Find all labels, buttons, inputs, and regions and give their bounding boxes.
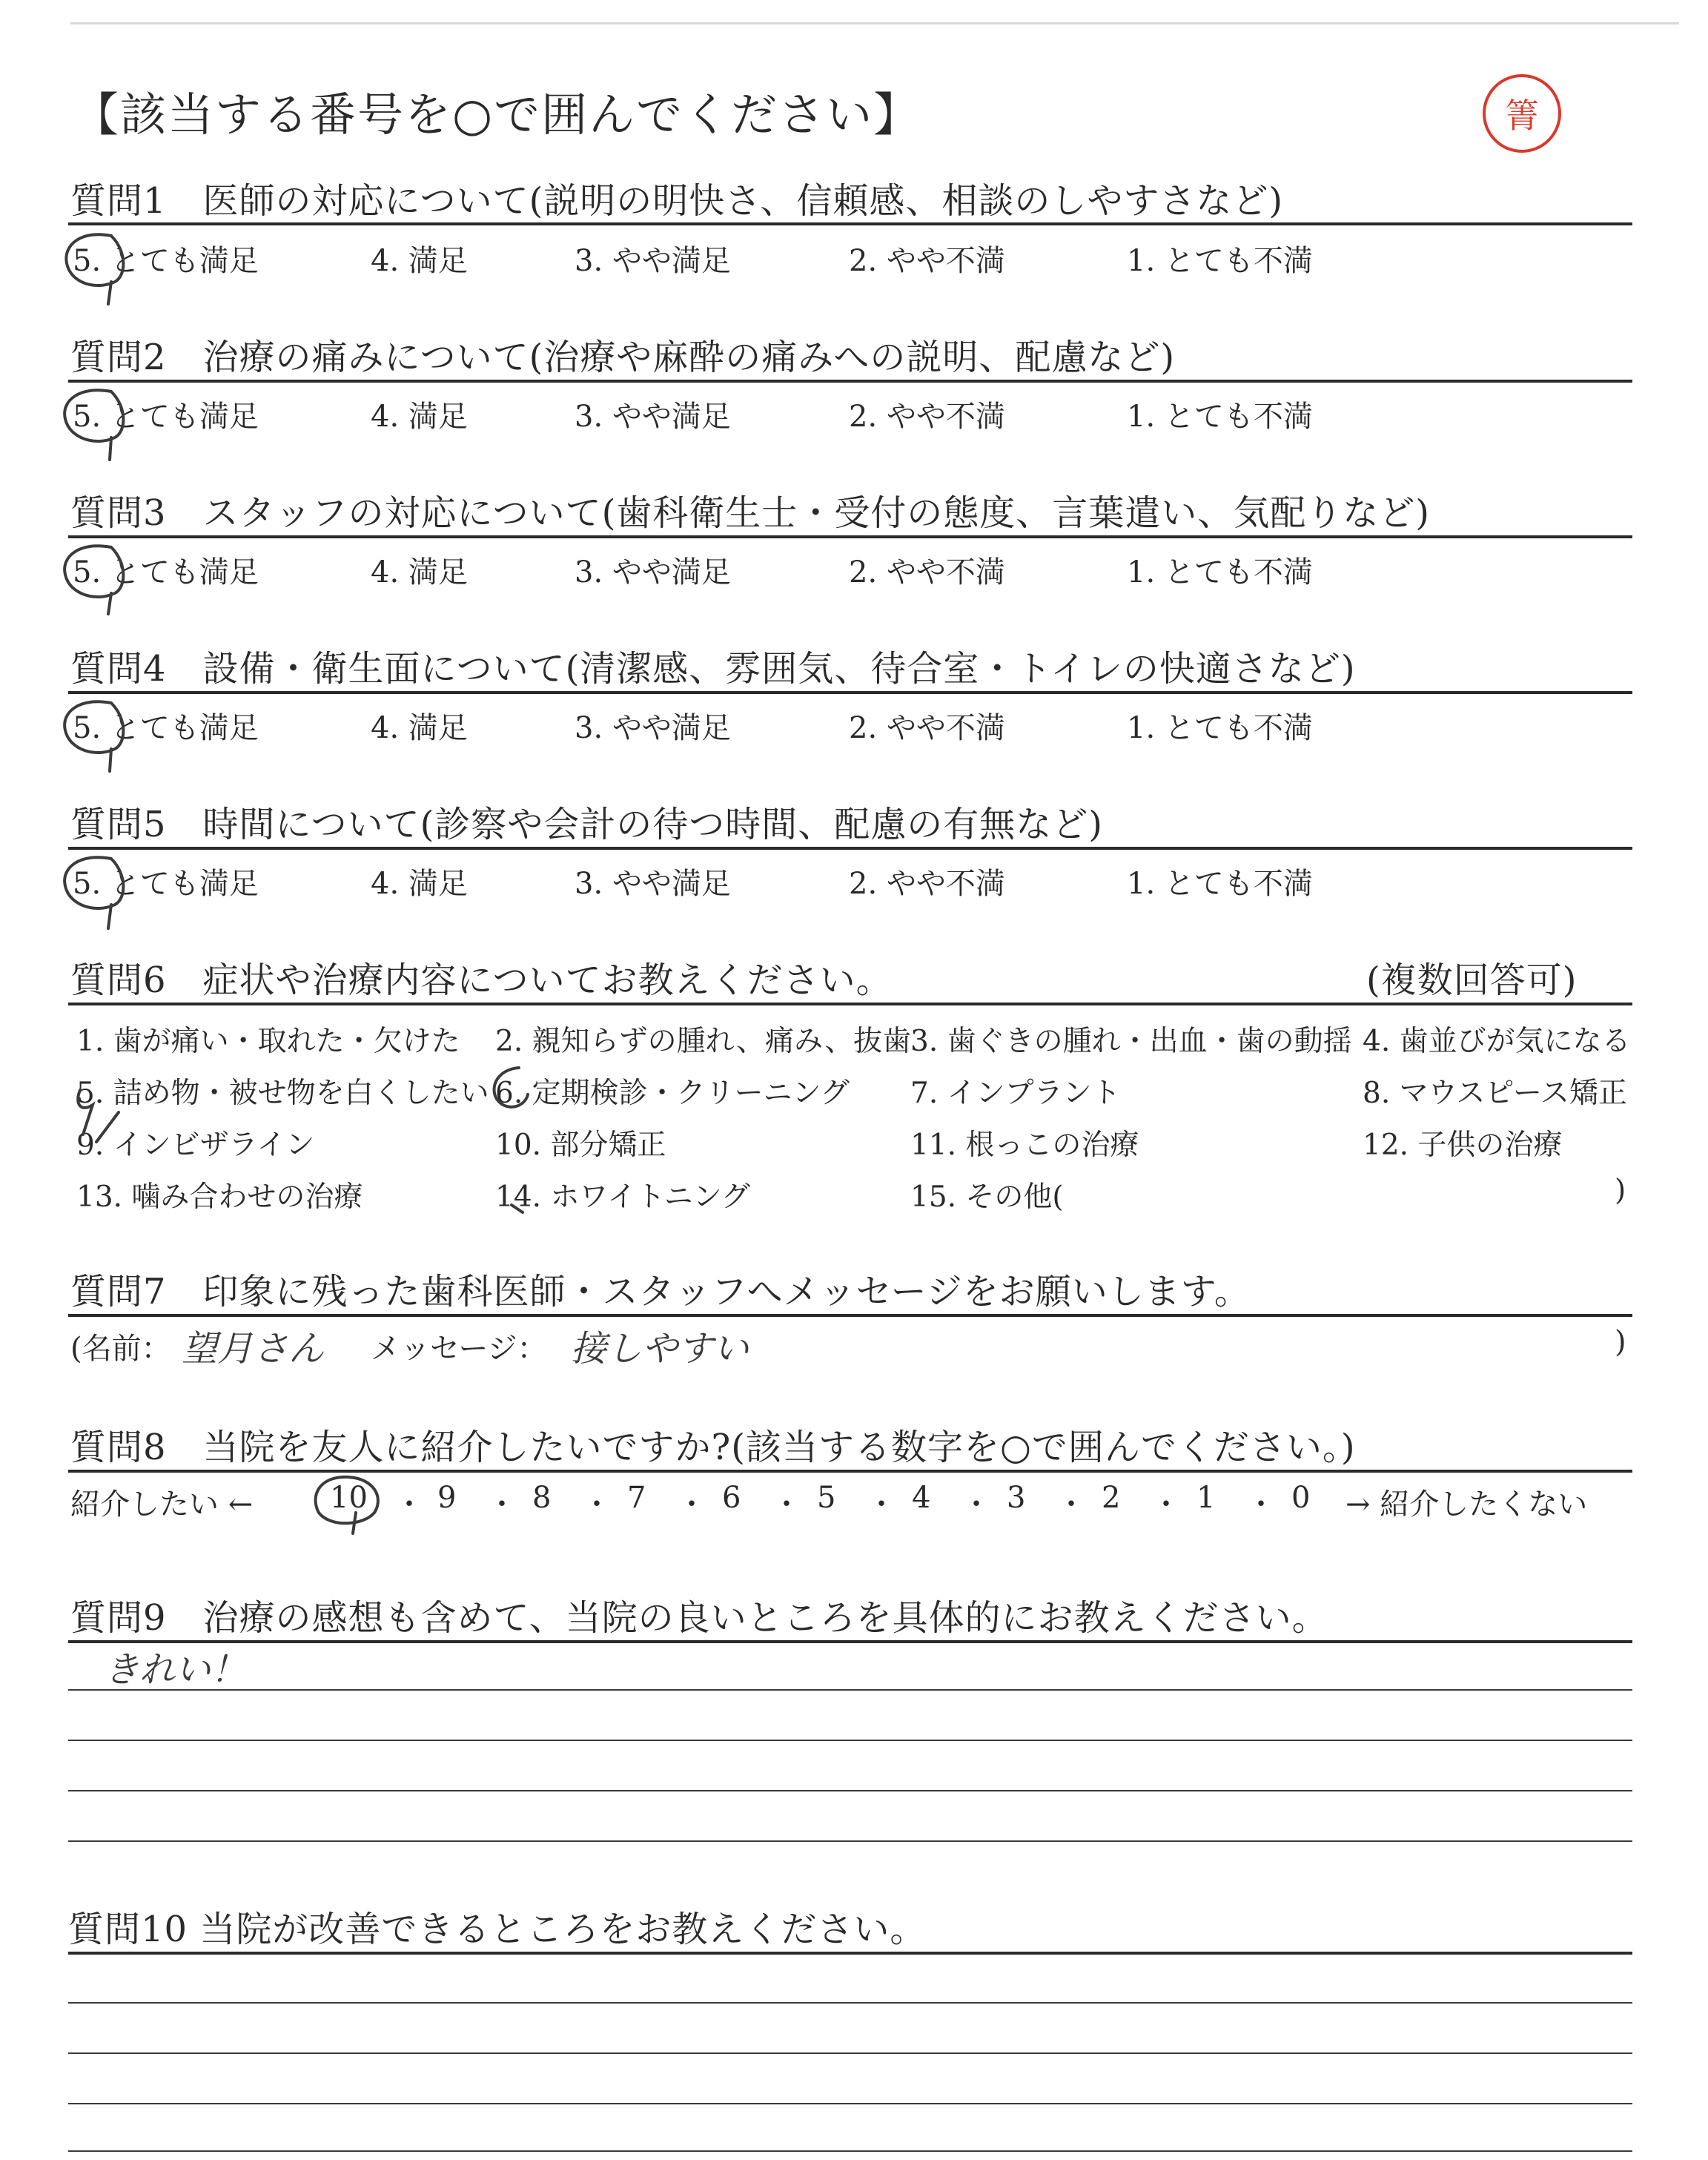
q6-item-14[interactable]: 14. ホワイトニング xyxy=(495,1180,750,1214)
q8-scale-dot: ・ xyxy=(582,1487,612,1522)
q6-note: (複数回答可) xyxy=(1366,960,1578,1001)
q3-option-2[interactable]: 2. やや不満 xyxy=(849,555,1005,589)
q8-scale-6[interactable]: 6 xyxy=(722,1481,741,1515)
q8-selection-circle xyxy=(316,1477,378,1533)
q4-option-5[interactable]: 5. とても満足 xyxy=(73,711,259,745)
q7-message-label: メッセージ： xyxy=(371,1332,547,1366)
q2-selection-circle xyxy=(64,390,123,460)
q5-option-2[interactable]: 2. やや不満 xyxy=(849,867,1005,901)
q5-option-5[interactable]: 5. とても満足 xyxy=(73,867,259,901)
q3-option-1[interactable]: 1. とても不満 xyxy=(1127,555,1313,589)
q2-title: 質問2 治療の痛みについて(治療や麻酔の痛みへの説明、配慮など) xyxy=(70,337,1176,378)
q8-scale-dot: ・ xyxy=(677,1487,706,1522)
q9-title: 質問9 治療の感想も含めて、当院の良いところを具体的にお教えください。 xyxy=(70,1597,1328,1639)
q6-item-14-mark xyxy=(512,1205,523,1212)
q8-scale-dot: ・ xyxy=(867,1487,896,1522)
q9-answer[interactable]: きれい！ xyxy=(104,1649,247,1691)
q8-scale-7[interactable]: 7 xyxy=(627,1481,646,1515)
q10-title: 質問10 当院が改善できるところをお教えください。 xyxy=(68,1909,927,1950)
q8-scale-8[interactable]: 8 xyxy=(532,1481,552,1515)
seal-stamp-text: 箐 xyxy=(1505,96,1539,136)
q1-option-3[interactable]: 3. やや満足 xyxy=(575,244,731,278)
q1-option-2[interactable]: 2. やや不満 xyxy=(849,244,1005,278)
q1-title: 質問1 医師の対応について(説明の明快さ、信頼感、相談のしやすさなど) xyxy=(70,180,1284,222)
q4-option-4[interactable]: 4. 満足 xyxy=(371,711,468,745)
q2-option-5[interactable]: 5. とても満足 xyxy=(73,400,259,434)
q3-option-5[interactable]: 5. とても満足 xyxy=(73,555,259,589)
q8-scale-3[interactable]: 3 xyxy=(1007,1481,1026,1515)
q8-title: 質問8 当院を友人に紹介したいですか?(該当する数字を○で囲んでください。) xyxy=(70,1427,1356,1468)
q8-right-label: → 紹介したくない xyxy=(1345,1487,1588,1522)
q3-title: 質問3 スタッフの対応について(歯科衛生士・受付の態度、言葉遣い、気配りなど) xyxy=(70,492,1431,534)
q5-title: 質問5 時間について(診察や会計の待つ時間、配慮の有無など) xyxy=(70,804,1104,845)
q8-scale-1[interactable]: 1 xyxy=(1196,1481,1216,1515)
q3-option-4[interactable]: 4. 満足 xyxy=(371,555,468,589)
q8-scale-dot: ・ xyxy=(487,1487,517,1522)
q2-option-2[interactable]: 2. やや不満 xyxy=(849,400,1005,434)
q6-item-4[interactable]: 4. 歯並びが気になる xyxy=(1363,1025,1631,1058)
q7-title: 質問7 印象に残った歯科医師・スタッフへメッセージをお願いします。 xyxy=(70,1271,1251,1312)
q8-scale-10[interactable]: 10 xyxy=(330,1481,368,1515)
q6-item-6[interactable]: 6. 定期検診・クリーニング xyxy=(495,1077,850,1110)
q5-option-1[interactable]: 1. とても不満 xyxy=(1127,867,1313,901)
q6-item-9-mark xyxy=(96,1112,119,1142)
q6-item-7[interactable]: 7. インプラント xyxy=(910,1077,1121,1110)
q4-selection-circle xyxy=(64,701,123,771)
q4-option-1[interactable]: 1. とても不満 xyxy=(1127,711,1313,745)
q8-scale-dot: ・ xyxy=(1246,1487,1276,1522)
q4-option-2[interactable]: 2. やや不満 xyxy=(849,711,1005,745)
q8-scale-2[interactable]: 2 xyxy=(1102,1481,1121,1515)
q6-item-11[interactable]: 11. 根っこの治療 xyxy=(910,1129,1139,1162)
q5-option-3[interactable]: 3. やや満足 xyxy=(575,867,731,901)
q8-left-label: 紹介したい ← xyxy=(70,1487,254,1522)
q7-close-paren: ) xyxy=(1615,1325,1626,1359)
q6-item-15[interactable]: 15. その他( xyxy=(910,1180,1064,1214)
q6-item-15-close: ) xyxy=(1615,1174,1626,1207)
q5-option-4[interactable]: 4. 満足 xyxy=(371,867,468,901)
q6-item-2[interactable]: 2. 親知らずの腫れ、痛み、抜歯 xyxy=(495,1025,912,1058)
q8-scale-5[interactable]: 5 xyxy=(817,1481,836,1515)
q8-scale-dot: ・ xyxy=(1151,1487,1181,1522)
q8-scale-dot: ・ xyxy=(1056,1487,1086,1522)
q8-scale-4[interactable]: 4 xyxy=(912,1481,931,1515)
q6-title: 質問6 症状や治療内容についてお教えください。 xyxy=(70,960,893,1001)
q6-item-12[interactable]: 12. 子供の治療 xyxy=(1363,1129,1563,1162)
q7-message-value[interactable]: 接しやすい xyxy=(571,1328,749,1370)
q3-selection-circle xyxy=(64,546,123,614)
q6-item-5[interactable]: 5. 詰め物・被せ物を白くしたい xyxy=(76,1077,489,1110)
q7-name-value[interactable]: 望月さん xyxy=(182,1328,325,1370)
q7-name-label: (名前： xyxy=(70,1332,171,1366)
q6-item-1[interactable]: 1. 歯が痛い・取れた・欠けた xyxy=(76,1025,460,1058)
q2-option-3[interactable]: 3. やや満足 xyxy=(575,400,731,434)
q6-item-10[interactable]: 10. 部分矯正 xyxy=(495,1129,666,1162)
q1-option-4[interactable]: 4. 満足 xyxy=(371,244,468,278)
q6-item-6-circle xyxy=(494,1068,528,1107)
q2-option-4[interactable]: 4. 満足 xyxy=(371,400,468,434)
q8-scale-dot: ・ xyxy=(961,1487,991,1522)
q6-item-3[interactable]: 3. 歯ぐきの腫れ・出血・歯の動揺 xyxy=(910,1025,1352,1058)
q3-option-3[interactable]: 3. やや満足 xyxy=(575,555,731,589)
q1-option-1[interactable]: 1. とても不満 xyxy=(1127,244,1313,278)
q8-scale-dot: ・ xyxy=(772,1487,801,1522)
q6-item-5-mark xyxy=(78,1090,93,1135)
q4-title: 質問4 設備・衛生面について(清潔感、雰囲気、待合室・トイレの快適さなど) xyxy=(70,648,1356,690)
q8-scale-0[interactable]: 0 xyxy=(1291,1481,1311,1515)
q8-scale-9[interactable]: 9 xyxy=(437,1481,457,1515)
page-title: 【該当する番号を○で囲んでください】 xyxy=(73,87,921,142)
q6-item-9[interactable]: 9. インビザライン xyxy=(76,1129,315,1162)
q4-option-3[interactable]: 3. やや満足 xyxy=(575,711,731,745)
q1-selection-circle xyxy=(66,234,123,304)
q6-item-13[interactable]: 13. 噛み合わせの治療 xyxy=(76,1180,363,1214)
q5-selection-circle xyxy=(64,857,123,928)
q6-item-8[interactable]: 8. マウスピース矯正 xyxy=(1363,1077,1627,1110)
q1-option-5[interactable]: 5. とても満足 xyxy=(73,244,259,278)
q2-option-1[interactable]: 1. とても不満 xyxy=(1127,400,1313,434)
q8-scale-dot: ・ xyxy=(394,1487,424,1522)
